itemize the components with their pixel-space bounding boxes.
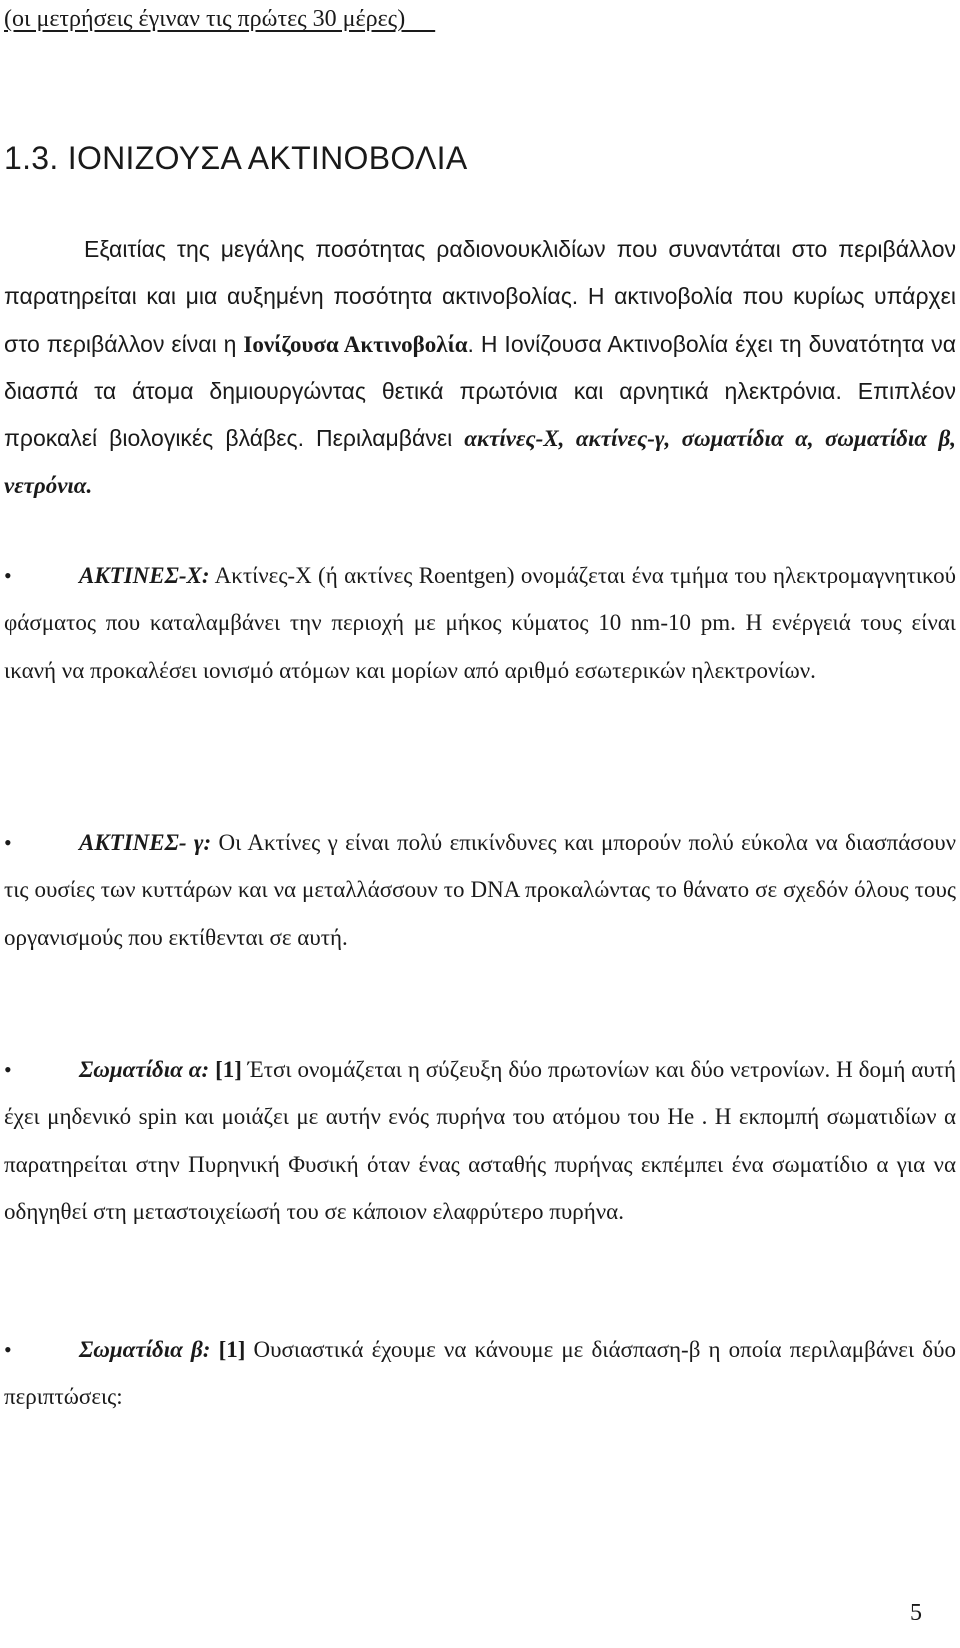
bullet-term: ΑΚΤΙΝΕΣ-Χ: — [79, 563, 210, 588]
bullet-paragraph-gamma-rays — [4, 819, 956, 961]
bullet-text: Ακτίνες-Χ (ή ακτίνες Roentgen) ονομάζεται ένα τμήμα του ηλεκτρομαγνητικού φάσματος που καταλαμβάνει την περιοχή με μήκος κύματος 10 nm-10 pm. Η ενέργειά τους είναι ικανή να προκαλέσει ιονισμό ατόμων και μορίων από αριθμό εσωτερικών ηλεκτρονίων. — [4, 563, 956, 683]
bullet-ref: [1] — [210, 1337, 246, 1362]
measurement-note: (οι μετρήσεις έγιναν τις πρώτες 30 μέρες) — [4, 6, 436, 32]
bullet-paragraph-alpha-particles — [4, 1046, 956, 1235]
bullet-paragraph-beta-particles — [4, 1326, 956, 1421]
bullet-text: Οι Ακτίνες γ είναι πολύ επικίνδυνες και μπορούν πολύ εύκολα να διασπάσουν τις ουσίες των κυττάρων και να μεταλλάσσουν το DNA προκαλώντας το θάνατο σε σχεδόν όλους τους οργανισμούς που εκτίθενται σε αυτή. — [4, 830, 956, 950]
bullet-paragraph-x-rays — [4, 552, 956, 694]
intro-bold-list: ακτίνες-Χ, ακτίνες-γ, σωματίδια α, σωματίδια β, νετρόνια. — [4, 426, 956, 499]
bullet-symbol: • — [4, 830, 12, 855]
bullet-term: ΑΚΤΙΝΕΣ- γ: — [79, 830, 212, 855]
bullet-symbol: • — [4, 563, 12, 588]
bullet-term: Σωματίδια α: — [79, 1057, 210, 1082]
bullet-text: Ουσιαστικά έχουμε να κάνουμε με διάσπαση-β η οποία περιλαμβάνει δύο περιπτώσεις: — [4, 1337, 956, 1410]
page-number: 5 — [910, 1600, 922, 1626]
intro-text-2: . Η Ιονίζουσα Ακτινοβολία έχει τη δυνατότητα να διασπά τα άτομα δημιουργώντας θετικά πρωτόνια και αρνητικά ηλεκτρόνια. Επιπλέον προκαλεί βιολογικές βλάβες. Περιλαμβάνει — [4, 330, 956, 452]
section-heading: 1.3. ΙΟΝΙΖΟΥΣΑ ΑΚΤΙΝΟΒΟΛΙΑ — [4, 140, 468, 176]
intro-paragraph — [4, 226, 956, 510]
intro-bold-term: Ιονίζουσα Ακτινοβολία — [243, 331, 468, 357]
bullet-text: Έτσι ονομάζεται η σύζευξη δύο πρωτονίων και δύο νετρονίων. Η δομή αυτή έχει μηδενικό spin και μοιάζει με αυτήν ενός πυρήνα του ατόμου του He . Η εκπομπή σωματιδίων α παρατηρείται στην Πυρηνική Φυσική όταν ένας ασταθής πυρήνας εκπέμπει ένα σωματίδιο α για να οδηγηθεί στη μεταστοιχείωσή του σε κάποιον ελαφρύτερο πυρήνα. — [4, 1057, 956, 1224]
bullet-symbol: • — [4, 1057, 12, 1082]
bullet-ref: [1] — [209, 1057, 242, 1082]
bullet-symbol: • — [4, 1337, 12, 1362]
bullet-term: Σωματίδια β: — [79, 1337, 211, 1362]
intro-text-1: Εξαιτίας της μεγάλης ποσότητας ραδιονουκλιδίων που συναντάται στο περιβάλλον παρατηρείται και μια αυξημένη ποσότητα ακτινοβολίας. Η ακτινοβολία που κυρίως υπάρχει στο περιβάλλον είναι η — [4, 236, 956, 357]
